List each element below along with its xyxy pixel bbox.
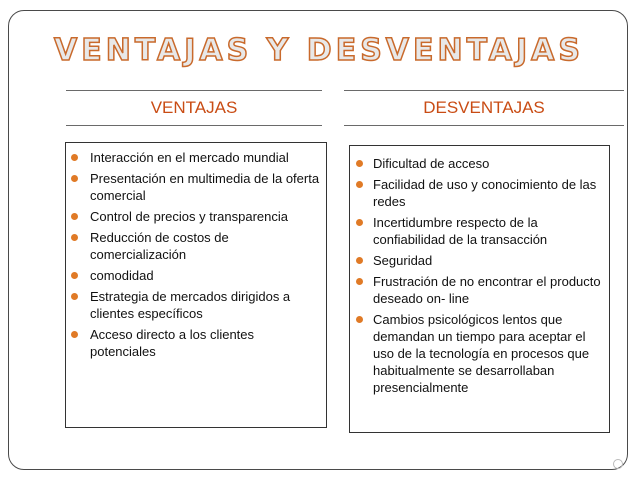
list-item [352,155,607,172]
desventaja-text: Incertidumbre respecto de la confiabilidad de la transacción [373,215,548,247]
bullet-icon [356,181,363,188]
ventajas-header: VENTAJAS [66,90,322,126]
bullet-icon [356,278,363,285]
ventaja-text: Estrategia de mercados dirigidos a clientes específicos [90,289,291,321]
list-item [66,229,320,263]
ventaja-text: Control de precios y transparencia [90,209,288,224]
list-item [66,208,320,225]
bullet-icon [356,316,363,323]
list-item [66,288,320,322]
bullet-icon [356,160,363,167]
desventaja-text: Cambios psicológicos lentos que demandan un tiempo para aceptar el uso de la tecnología en procesos que habitualmente se desarrollaban presencialmente [373,312,590,395]
list-item [66,267,320,284]
bullet-icon [71,234,78,241]
bullet-icon [356,219,363,226]
list-item [352,311,607,396]
desventajas-list [352,155,607,400]
ventaja-text: comodidad [90,268,154,283]
bullet-icon [71,293,78,300]
desventaja-text: Dificultad de acceso [373,156,490,171]
bullet-icon [71,154,78,161]
desventaja-text: Seguridad [373,253,433,268]
ventaja-text: Interacción en el mercado mundial [90,150,289,165]
bullet-icon [71,272,78,279]
slide-indicator-icon [612,458,624,470]
ventaja-text: Acceso directo a los clientes potenciales [90,327,255,359]
list-item [66,149,320,166]
bullet-icon [71,213,78,220]
list-item [352,252,607,269]
ventaja-text: Reducción de costos de comercialización [90,230,229,262]
desventajas-header: DESVENTAJAS [344,90,624,126]
bullet-icon [71,331,78,338]
list-item [352,176,607,210]
slide-title: VENTAJAS Y DESVENTAJAS [54,33,584,68]
bullet-icon [356,257,363,264]
list-item [352,273,607,307]
bullet-icon [71,175,78,182]
ventaja-text: Presentación en multimedia de la oferta comercial [90,171,320,203]
list-item [66,170,320,204]
list-item [66,326,320,360]
list-item [352,214,607,248]
ventajas-list [66,149,320,364]
desventaja-text: Facilidad de uso y conocimiento de las redes [373,177,597,209]
desventaja-text: Frustración de no encontrar el producto deseado on- line [373,274,601,306]
